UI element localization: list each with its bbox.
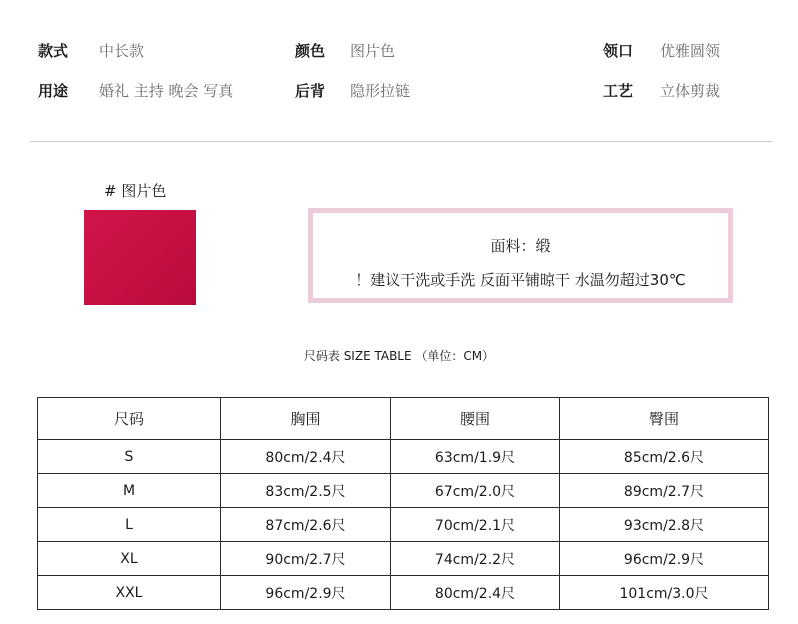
attr-value-occasion: 婚礼 主持 晚会 写真 [99, 82, 234, 100]
attr-value-back: 隐形拉链 [350, 82, 411, 100]
section-divider [30, 141, 773, 142]
header-size: 尺码 [38, 398, 221, 440]
table-row [38, 542, 769, 576]
cell-hip: 93cm/2.8尺 [560, 508, 769, 542]
cell-bust: 90cm/2.7尺 [221, 542, 391, 576]
cell-size: M [38, 474, 221, 508]
attr-label-occasion: 用途 [38, 82, 69, 100]
table-header-row [38, 398, 769, 440]
care-info-box [308, 208, 733, 303]
cell-waist: 70cm/2.1尺 [391, 508, 560, 542]
size-table [37, 397, 769, 610]
cell-hip: 89cm/2.7尺 [560, 474, 769, 508]
cell-size: XXL [38, 576, 221, 610]
attr-value-color: 图片色 [350, 42, 396, 60]
cell-size: XL [38, 542, 221, 576]
attr-label-craft: 工艺 [603, 82, 634, 100]
attr-value-craft: 立体剪裁 [660, 82, 721, 100]
table-row [38, 474, 769, 508]
cell-bust: 80cm/2.4尺 [221, 440, 391, 474]
care-instructions: ！建议干洗或手洗 反面平铺晾干 水温勿超过30℃ [355, 271, 686, 289]
header-bust: 胸围 [221, 398, 391, 440]
size-table-caption: 尺码表 SIZE TABLE （单位：CM） [303, 349, 495, 363]
swatch-label: # 图片色 [104, 182, 167, 200]
attr-label-neckline: 领口 [603, 42, 634, 60]
table-row [38, 508, 769, 542]
header-hip: 臀围 [560, 398, 769, 440]
color-swatch [84, 210, 196, 305]
table-row [38, 576, 769, 610]
attr-label-back: 后背 [295, 82, 326, 100]
cell-bust: 96cm/2.9尺 [221, 576, 391, 610]
cell-bust: 87cm/2.6尺 [221, 508, 391, 542]
header-waist: 腰围 [391, 398, 560, 440]
cell-waist: 74cm/2.2尺 [391, 542, 560, 576]
attr-value-neckline: 优雅圆领 [660, 42, 721, 60]
fabric-material: 面料：缎 [490, 237, 551, 255]
table-row [38, 440, 769, 474]
cell-waist: 67cm/2.0尺 [391, 474, 560, 508]
cell-hip: 85cm/2.6尺 [560, 440, 769, 474]
attr-value-style: 中长款 [99, 42, 145, 60]
cell-size: L [38, 508, 221, 542]
attr-label-style: 款式 [38, 42, 69, 60]
cell-waist: 63cm/1.9尺 [391, 440, 560, 474]
cell-waist: 80cm/2.4尺 [391, 576, 560, 610]
cell-bust: 83cm/2.5尺 [221, 474, 391, 508]
attr-label-color: 颜色 [295, 42, 326, 60]
cell-hip: 96cm/2.9尺 [560, 542, 769, 576]
cell-hip: 101cm/3.0尺 [560, 576, 769, 610]
cell-size: S [38, 440, 221, 474]
